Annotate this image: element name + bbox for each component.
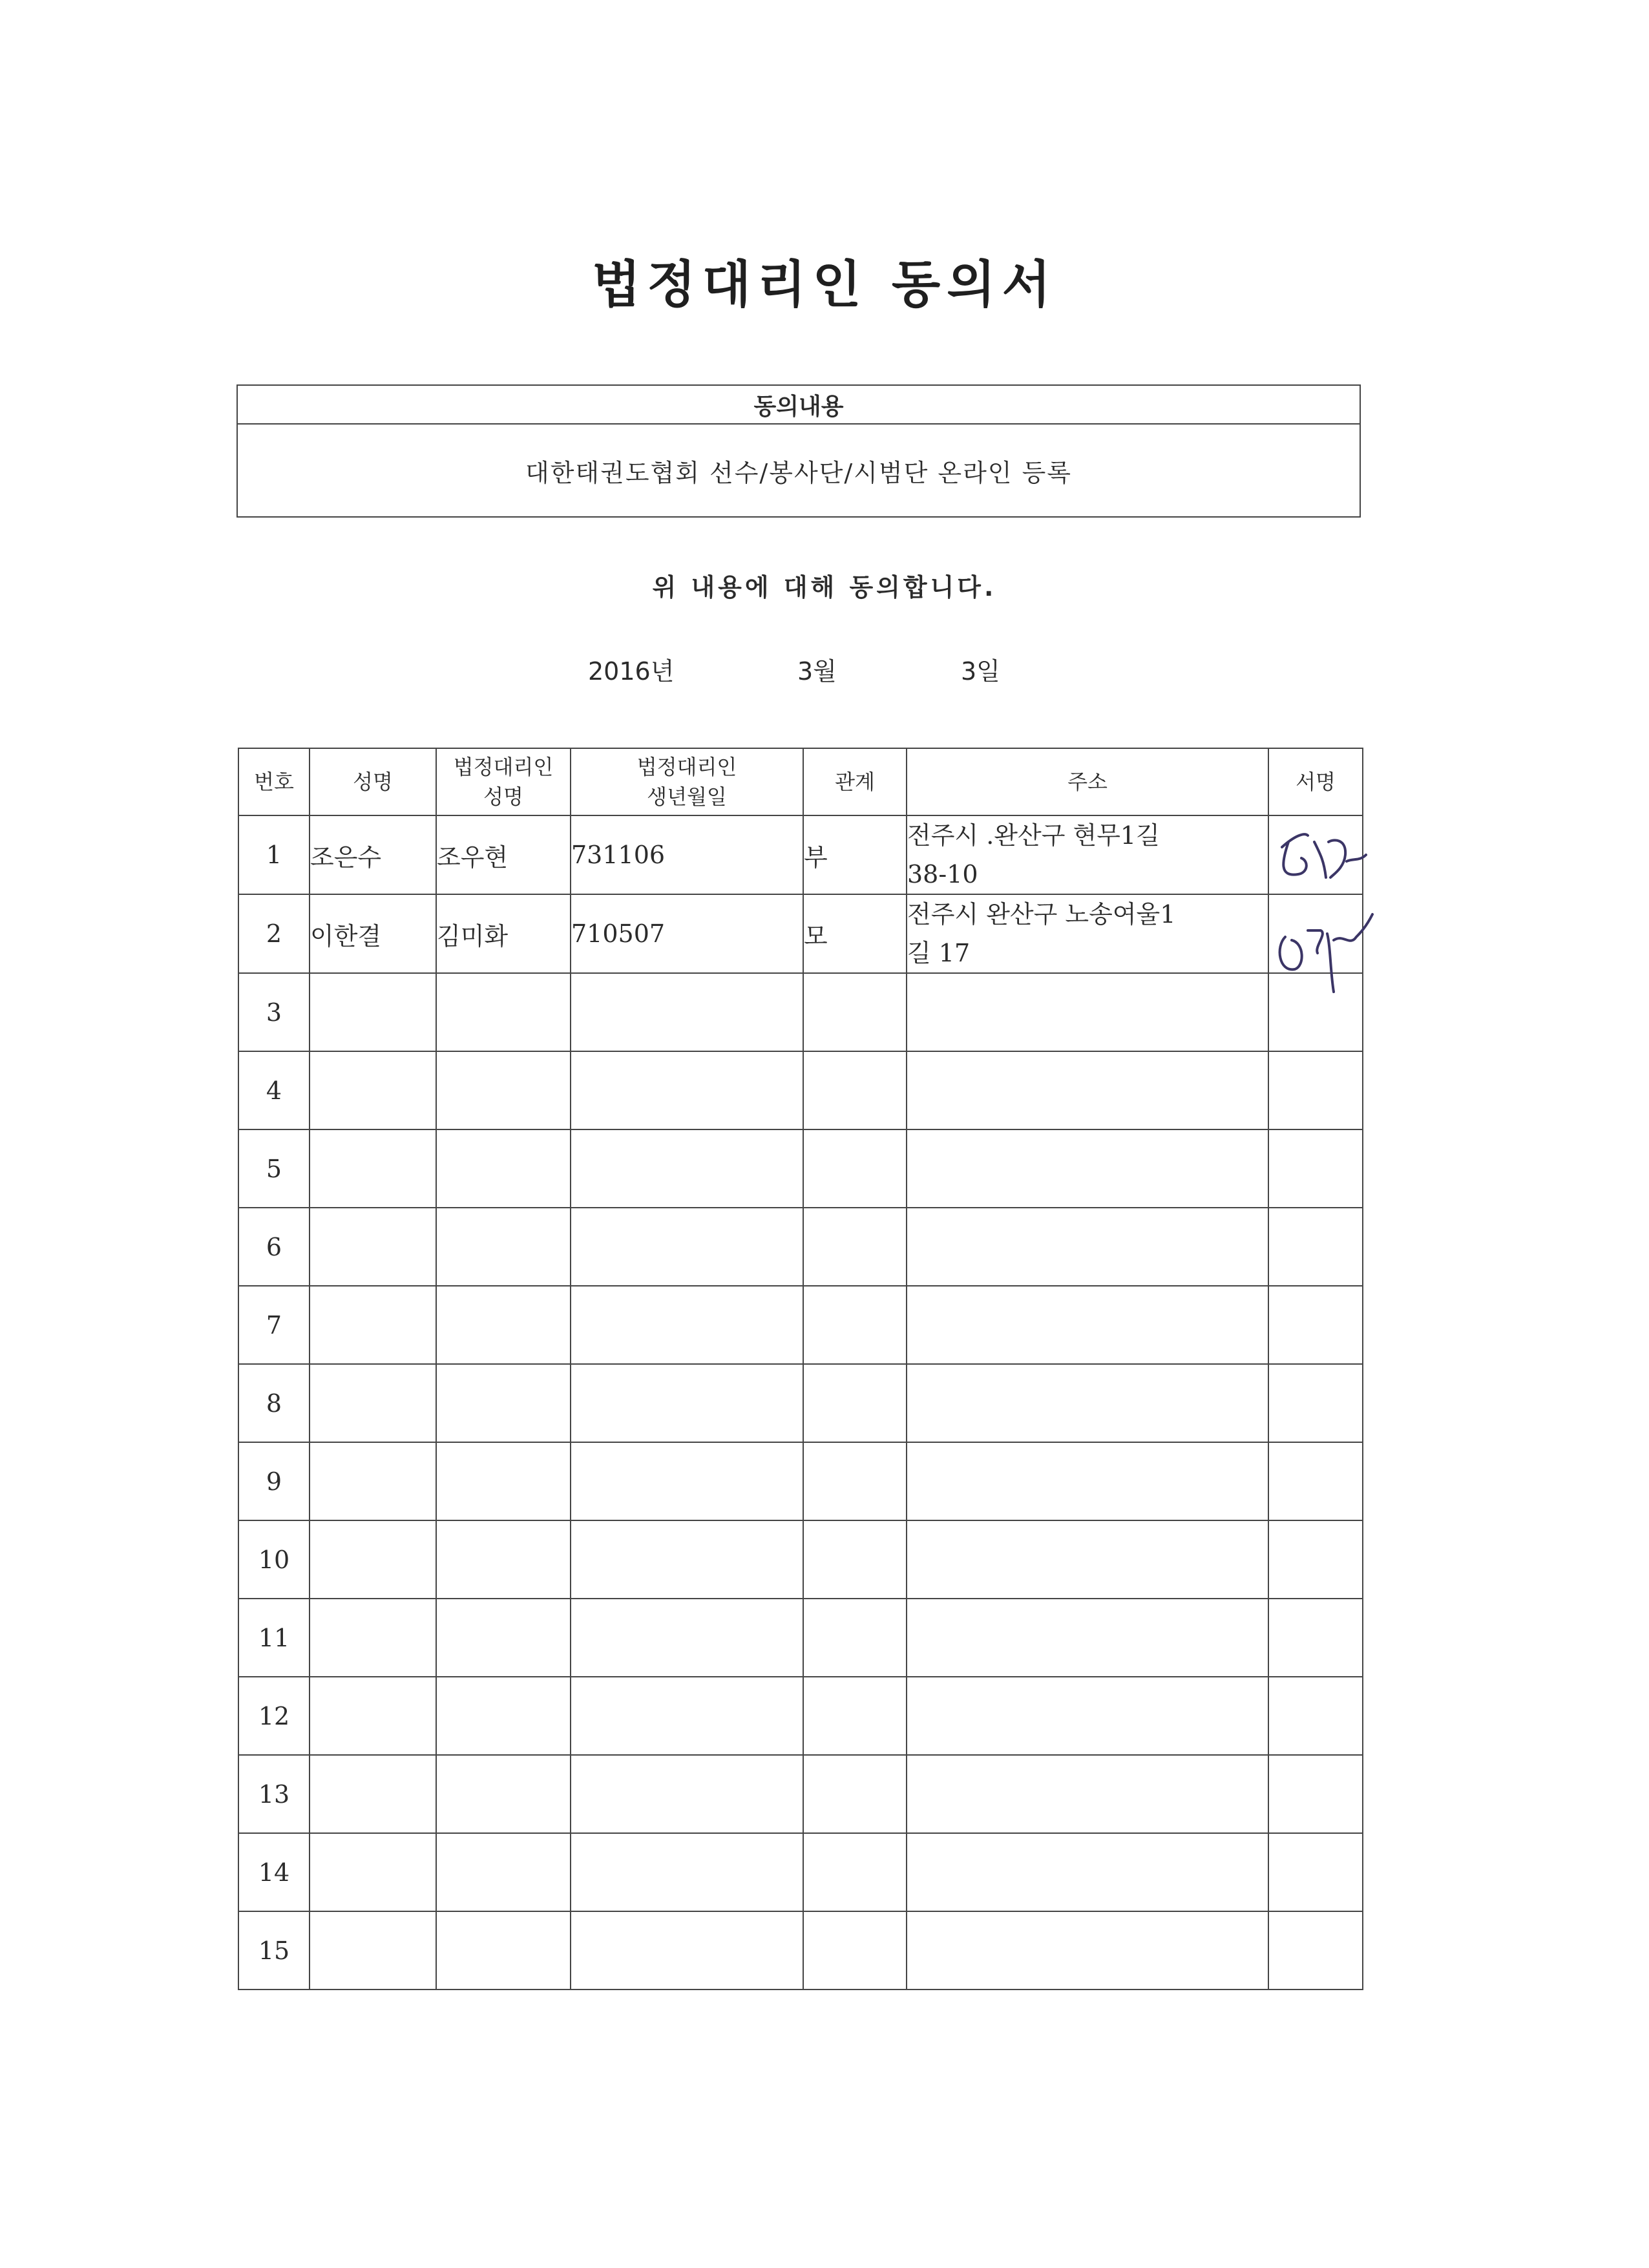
row-name (310, 1599, 436, 1677)
row-guardian-birth (571, 1833, 803, 1911)
row-guardian-birth: 731106 (571, 815, 803, 894)
agreement-statement: 위 내용에 대해 동의합니다. (652, 573, 997, 602)
row-guardian-birth: 710507 (571, 894, 803, 973)
row-name (310, 973, 436, 1051)
header-guardian-birth-line2: 생년월일 (647, 784, 727, 809)
consent-header: 동의내용 (238, 386, 1360, 425)
row-guardian-birth (571, 1911, 803, 1990)
row-guardian-birth (571, 1286, 803, 1364)
row-address (907, 1677, 1268, 1755)
row-number: 8 (238, 1364, 310, 1442)
row-guardian-birth (571, 1599, 803, 1677)
row-address (907, 1911, 1268, 1990)
row-signature (1268, 894, 1363, 973)
row-address (907, 1208, 1268, 1286)
table-row (238, 1442, 1363, 1520)
row-signature (1268, 1286, 1363, 1364)
row-signature (1268, 815, 1363, 894)
row-name (310, 1520, 436, 1599)
row-relation (803, 973, 907, 1051)
row-number: 11 (238, 1599, 310, 1677)
row-relation (803, 1911, 907, 1990)
header-no: 번호 (238, 748, 310, 815)
table-row (238, 973, 1363, 1051)
header-relation: 관계 (803, 748, 907, 815)
row-signature (1268, 1442, 1363, 1520)
row-address (907, 1286, 1268, 1364)
row-guardian-name (436, 1442, 571, 1520)
row-guardian-name (436, 1599, 571, 1677)
row-signature (1268, 1911, 1363, 1990)
row-guardian-name (436, 1755, 571, 1833)
row-name (310, 1677, 436, 1755)
row-relation (803, 1520, 907, 1599)
row-guardian-name: 조우현 (436, 815, 571, 894)
row-relation (803, 1129, 907, 1208)
row-relation: 부 (803, 815, 907, 894)
row-name (310, 1833, 436, 1911)
row-name (310, 1442, 436, 1520)
row-relation (803, 1364, 907, 1442)
table-row (238, 1911, 1363, 1990)
row-address (907, 1051, 1268, 1129)
row-name: 이한결 (310, 894, 436, 973)
row-address (907, 815, 1268, 894)
header-guardian-birth (571, 748, 803, 815)
row-number: 12 (238, 1677, 310, 1755)
row-number: 1 (238, 815, 310, 894)
row-guardian-birth (571, 1208, 803, 1286)
row-signature (1268, 1677, 1363, 1755)
row-address-line: 전주시 완산구 노송여울1 (907, 900, 1176, 929)
row-name (310, 1129, 436, 1208)
table-row (238, 1755, 1363, 1833)
consent-content: 대한태권도협회 선수/봉사단/시범단 온라인 등록 (525, 458, 1072, 487)
row-address (907, 1442, 1268, 1520)
row-name (310, 1208, 436, 1286)
row-guardian-name (436, 1833, 571, 1911)
table-row (238, 1286, 1363, 1364)
date-day: 3일 (961, 657, 1000, 686)
row-number: 5 (238, 1129, 310, 1208)
row-address (907, 1755, 1268, 1833)
row-address-line: 38-10 (907, 860, 978, 888)
row-guardian-birth (571, 1129, 803, 1208)
table-row (238, 1599, 1363, 1677)
row-guardian-birth (571, 1051, 803, 1129)
row-number: 6 (238, 1208, 310, 1286)
document-title: 법정대리인 동의서 (592, 256, 1057, 314)
row-number: 13 (238, 1755, 310, 1833)
row-guardian-birth (571, 1364, 803, 1442)
row-name (310, 1911, 436, 1990)
table-row (238, 1677, 1363, 1755)
row-number: 2 (238, 894, 310, 973)
row-guardian-birth (571, 1677, 803, 1755)
row-relation (803, 1833, 907, 1911)
row-name (310, 1051, 436, 1129)
row-number: 3 (238, 973, 310, 1051)
row-guardian-name: 김미화 (436, 894, 571, 973)
row-relation: 모 (803, 894, 907, 973)
row-guardian-name (436, 1520, 571, 1599)
row-number: 7 (238, 1286, 310, 1364)
row-guardian-name (436, 1677, 571, 1755)
row-signature (1268, 1599, 1363, 1677)
row-signature (1268, 1520, 1363, 1599)
row-guardian-name (436, 1364, 571, 1442)
row-address (907, 1599, 1268, 1677)
row-signature (1268, 1833, 1363, 1911)
row-address (907, 1833, 1268, 1911)
table-row (238, 815, 1363, 894)
row-relation (803, 1442, 907, 1520)
row-name (310, 1364, 436, 1442)
row-relation (803, 1677, 907, 1755)
table-row (238, 1129, 1363, 1208)
row-relation (803, 1051, 907, 1129)
row-name (310, 1755, 436, 1833)
row-guardian-birth (571, 1755, 803, 1833)
row-address (907, 1364, 1268, 1442)
row-number: 15 (238, 1911, 310, 1990)
table-row (238, 1364, 1363, 1442)
row-guardian-birth (571, 1442, 803, 1520)
row-signature (1268, 1364, 1363, 1442)
row-relation (803, 1599, 907, 1677)
row-number: 4 (238, 1051, 310, 1129)
guardian-table (238, 748, 1363, 1990)
header-guardian-birth-line1: 법정대리인 (636, 755, 737, 779)
row-name: 조은수 (310, 815, 436, 894)
row-guardian-name (436, 1286, 571, 1364)
row-signature (1268, 1129, 1363, 1208)
row-signature (1268, 973, 1363, 1051)
row-guardian-birth (571, 973, 803, 1051)
table-row (238, 1520, 1363, 1599)
header-guardian-name-line1: 법정대리인 (453, 755, 554, 779)
row-signature (1268, 1755, 1363, 1833)
row-guardian-name (436, 973, 571, 1051)
row-number: 10 (238, 1520, 310, 1599)
row-relation (803, 1286, 907, 1364)
table-row (238, 894, 1363, 973)
header-guardian-name-line2: 성명 (483, 784, 523, 809)
table-header-row (238, 748, 1363, 815)
row-address (907, 894, 1268, 973)
row-number: 14 (238, 1833, 310, 1911)
row-guardian-name (436, 1911, 571, 1990)
header-address: 주소 (907, 748, 1268, 815)
date-year: 2016년 (588, 657, 675, 686)
table-row (238, 1833, 1363, 1911)
row-relation (803, 1755, 907, 1833)
row-address-line: 길 17 (907, 939, 971, 967)
row-guardian-name (436, 1129, 571, 1208)
table-row (238, 1051, 1363, 1129)
row-name (310, 1286, 436, 1364)
header-signature: 서명 (1268, 748, 1363, 815)
date-month: 3월 (797, 657, 837, 686)
row-address (907, 1520, 1268, 1599)
row-signature (1268, 1051, 1363, 1129)
row-guardian-name (436, 1208, 571, 1286)
row-relation (803, 1208, 907, 1286)
row-guardian-birth (571, 1520, 803, 1599)
row-address-line: 전주시 .완산구 현무1길 (907, 821, 1160, 850)
row-address (907, 1129, 1268, 1208)
row-address (907, 973, 1268, 1051)
consent-box (236, 384, 1361, 518)
row-guardian-name (436, 1051, 571, 1129)
header-name: 성명 (310, 748, 436, 815)
row-signature (1268, 1208, 1363, 1286)
table-row (238, 1208, 1363, 1286)
row-number: 9 (238, 1442, 310, 1520)
header-guardian-name (436, 748, 571, 815)
